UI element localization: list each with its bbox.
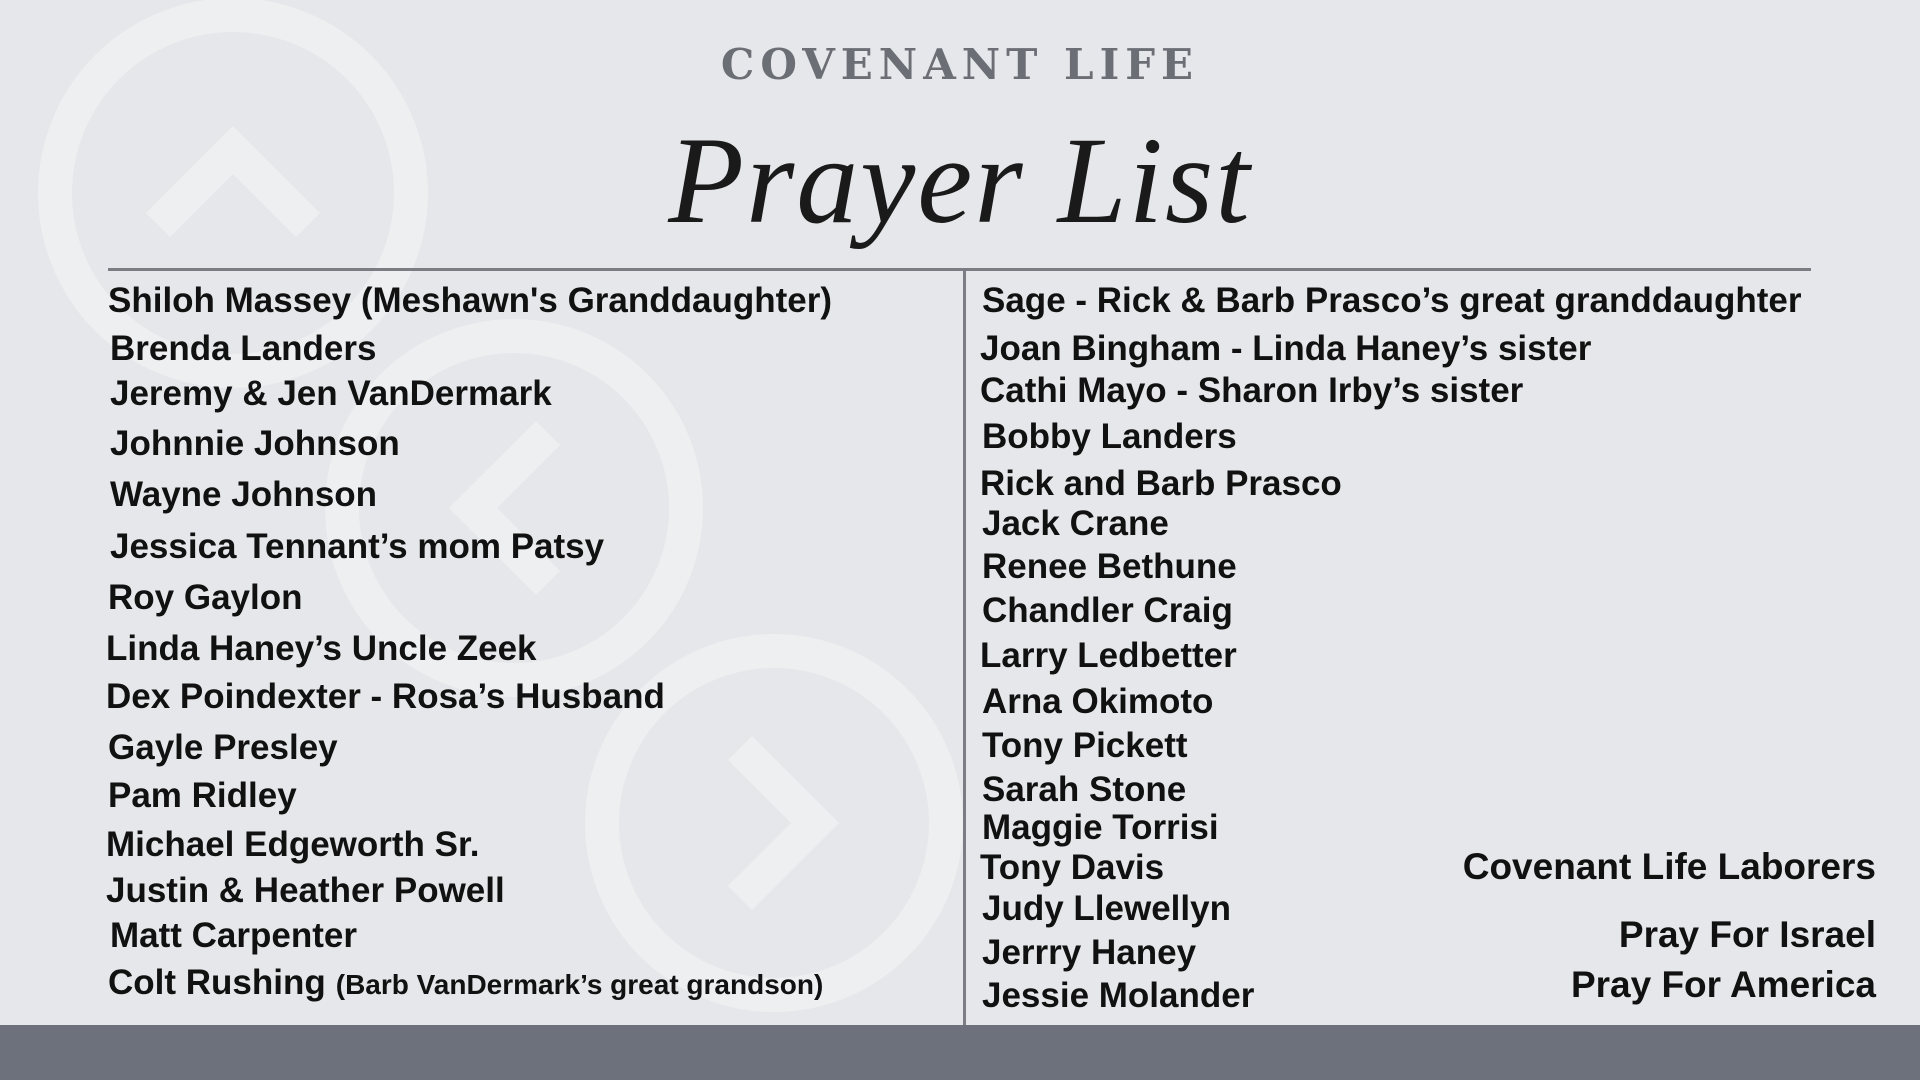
list-item: Renee Bethune (982, 547, 1237, 586)
list-item: Brenda Landers (110, 329, 377, 368)
list-item: Dex Poindexter - Rosa’s Husband (106, 677, 665, 716)
list-item (108, 963, 823, 1003)
list-item: Chandler Craig (982, 591, 1233, 630)
column-divider (963, 270, 966, 1025)
list-item: Joan Bingham - Linda Haney’s sister (980, 329, 1592, 368)
list-item: Jack Crane (982, 504, 1169, 543)
list-item: Michael Edgeworth Sr. (106, 825, 480, 864)
list-item: Wayne Johnson (110, 475, 378, 514)
list-item: Rick and Barb Prasco (980, 464, 1342, 503)
list-item: Pam Ridley (108, 776, 297, 815)
organization-name: COVENANT LIFE (720, 40, 1200, 89)
list-item: Jeremy & Jen VanDermark (110, 374, 552, 413)
list-item: Cathi Mayo - Sharon Irby’s sister (980, 371, 1524, 410)
list-item-note: (Barb VanDermark’s great grandson) (335, 969, 824, 1000)
list-item: Sarah Stone (982, 770, 1187, 809)
list-item: Roy Gaylon (108, 578, 303, 617)
list-item: Matt Carpenter (110, 916, 357, 955)
list-item: Justin & Heather Powell (106, 871, 505, 910)
side-note-america: Pray For America (1570, 964, 1876, 1005)
footer-bar (0, 1025, 1920, 1080)
list-item: Maggie Torrisi (982, 808, 1219, 847)
page-title: Prayer List (668, 112, 1252, 249)
list-item: Jessie Molander (982, 976, 1255, 1015)
list-item: Judy Llewellyn (982, 889, 1231, 928)
list-item-name: Colt Rushing (108, 963, 326, 1002)
chevron-right-icon (740, 748, 815, 898)
list-item: Jessica Tennant’s mom Patsy (110, 527, 605, 566)
list-item: Tony Davis (980, 848, 1165, 887)
list-item: Arna Okimoto (982, 682, 1214, 721)
list-item: Johnnie Johnson (110, 424, 400, 463)
list-item: Linda Haney’s Uncle Zeek (106, 629, 537, 668)
list-item: Tony Pickett (982, 726, 1188, 765)
list-item: Shiloh Massey (Meshawn's Granddaughter) (108, 281, 833, 320)
header-divider (108, 268, 1811, 271)
list-item: Bobby Landers (982, 417, 1237, 456)
list-item: Jerrry Haney (982, 933, 1197, 972)
list-item: Gayle Presley (108, 728, 338, 767)
side-note-israel: Pray For Israel (1618, 914, 1876, 955)
list-item: Larry Ledbetter (980, 636, 1237, 675)
list-item: Sage - Rick & Barb Prasco’s great granddaughter (982, 281, 1802, 320)
side-note-laborers: Covenant Life Laborers (1462, 846, 1876, 887)
